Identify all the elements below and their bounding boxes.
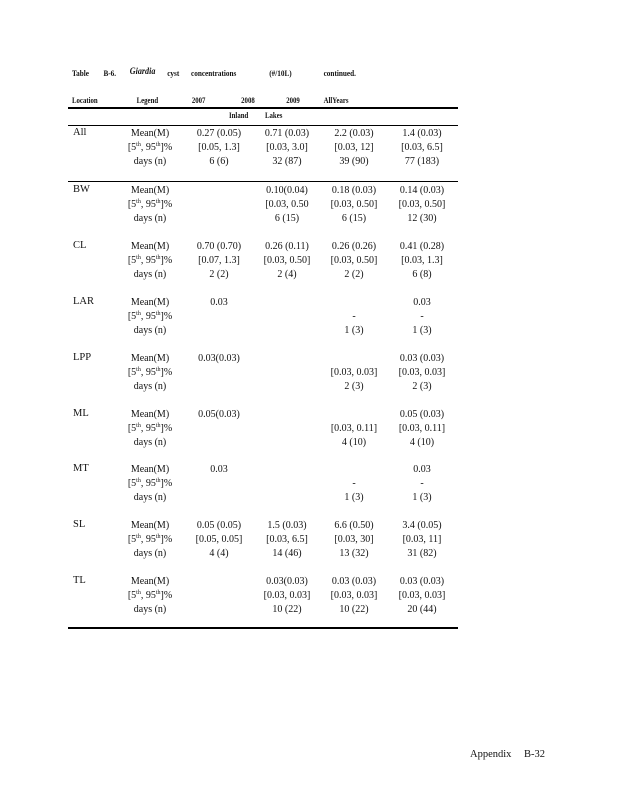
cell-percentile [254, 310, 320, 324]
legend-percentile [114, 198, 186, 212]
cell-call [389, 127, 455, 169]
legend-mean: Mean(M) [130, 576, 170, 587]
row-location: SL [73, 519, 86, 530]
cell-percentile [254, 366, 320, 380]
cell-mean: 0.03 [210, 464, 228, 475]
legend-sup-5: th [136, 367, 141, 373]
cell-mean: 1.5 (0.03) [267, 520, 307, 531]
cell-percentile [186, 366, 252, 380]
legend-sup-95: th [155, 311, 161, 317]
legend-mean: Mean(M) [130, 241, 170, 252]
cell-c2008 [254, 127, 320, 169]
title-unit: (#/10L) [269, 68, 292, 78]
legend-sup-95: th [155, 478, 161, 484]
cell-c2008 [254, 408, 320, 450]
legend-percentile [114, 366, 186, 380]
cell-mean: 0.10(0.04) [266, 185, 308, 196]
footer-label: Appendix [470, 749, 512, 760]
cell-percentile: - [352, 311, 356, 322]
cell-c2008 [254, 184, 320, 226]
cell-percentile [254, 477, 320, 491]
row-legend [114, 519, 186, 561]
cell-percentile: [0.03, 0.50 [265, 199, 309, 210]
cell-mean: 0.03 (0.03) [399, 353, 445, 364]
cell-mean: 0.26 (0.26) [331, 241, 377, 252]
cell-percentile: [0.05, 1.3] [198, 142, 240, 153]
cell-mean: 0.27 (0.05) [196, 128, 242, 139]
legend-days: days (n) [133, 492, 167, 503]
legend-sup-5: th [136, 478, 141, 484]
cell-days: 31 (82) [407, 548, 437, 559]
legend-pct-close: ]% [160, 199, 173, 210]
legend-pct-open: [5 [127, 367, 137, 378]
cell-mean [186, 575, 252, 589]
col-2007: 2007 [191, 96, 206, 105]
cell-days: 20 (44) [407, 604, 437, 615]
cell-percentile: [0.05, 0.05] [195, 534, 243, 545]
cell-percentile [186, 589, 252, 603]
cell-c2008 [254, 352, 320, 394]
row-legend [114, 184, 186, 226]
legend-sup-5: th [136, 590, 141, 596]
cell-mean: 0.03(0.03) [198, 353, 240, 364]
row-legend [114, 575, 186, 617]
cell-days: 2 (2) [344, 269, 364, 280]
cell-percentile: [0.03, 0.11] [398, 423, 446, 434]
cell-c2008 [254, 575, 320, 617]
col-location: Location [72, 96, 98, 105]
cell-percentile: [0.03, 0.03] [330, 590, 378, 601]
cell-percentile [186, 477, 252, 491]
legend-days: days (n) [133, 381, 167, 392]
legend-percentile [114, 422, 186, 436]
cell-percentile: [0.03, 0.03] [263, 590, 311, 601]
cell-percentile: [0.03, 1.3] [401, 255, 443, 266]
legend-pct-close: ]% [160, 534, 173, 545]
header-rule [68, 125, 458, 126]
cell-mean: 0.05 (0.03) [399, 409, 445, 420]
cell-mean [254, 408, 320, 422]
cell-days [254, 380, 320, 394]
cell-days: 2 (3) [412, 381, 432, 392]
table-row [0, 296, 618, 336]
cell-percentile: [0.03, 11] [402, 534, 442, 545]
cell-c2009 [321, 240, 387, 282]
legend-pct-close: ]% [160, 478, 173, 489]
cell-days [186, 380, 252, 394]
cell-days: 1 (3) [344, 492, 364, 503]
cell-days [186, 491, 252, 505]
legend-mean: Mean(M) [130, 409, 170, 420]
legend-sup-95: th [155, 534, 161, 540]
cell-c2009 [321, 127, 387, 169]
legend-pct-open: [5 [127, 142, 137, 153]
legend-sup-95: th [155, 255, 161, 261]
legend-percentile [114, 254, 186, 268]
cell-mean: 0.03 (0.03) [331, 576, 377, 587]
legend-sup-95: th [155, 590, 161, 596]
row-legend [114, 408, 186, 450]
row-legend [114, 240, 186, 282]
legend-pct-open: [5 [127, 311, 137, 322]
title-word-concentrations: concentrations [191, 68, 237, 78]
cell-mean: 0.71 (0.03) [264, 128, 310, 139]
cell-percentile: [0.07, 1.3] [198, 255, 240, 266]
cell-c2007 [186, 408, 252, 450]
legend-percentile [114, 589, 186, 603]
legend-pct-mid: , 95 [140, 255, 156, 266]
row-legend [114, 352, 186, 394]
cell-mean: 0.05 (0.05) [196, 520, 242, 531]
cell-days: 6 (6) [209, 156, 229, 167]
page-footer [470, 749, 555, 760]
cell-days: 6 (15) [341, 213, 367, 224]
legend-days: days (n) [133, 213, 167, 224]
cell-c2008 [254, 240, 320, 282]
cell-mean: 2.2 (0.03) [334, 128, 374, 139]
cell-percentile: [0.03, 0.50] [398, 199, 446, 210]
cell-days [186, 603, 252, 617]
cell-mean: 0.03 (0.03) [399, 576, 445, 587]
bottom-rule [68, 627, 458, 629]
row-location: All [73, 127, 87, 138]
cell-mean: 0.41 (0.28) [399, 241, 445, 252]
cell-mean: 0.03 [413, 297, 431, 308]
row-legend [114, 127, 186, 169]
table-number: B-6. [103, 68, 117, 78]
cell-days: 39 (90) [339, 156, 369, 167]
cell-c2007 [186, 519, 252, 561]
cell-days [186, 324, 252, 338]
cell-c2007 [186, 575, 252, 617]
legend-mean: Mean(M) [130, 185, 170, 196]
cell-mean [254, 296, 320, 310]
table-row [0, 184, 618, 224]
table-row [0, 463, 618, 503]
legend-mean: Mean(M) [130, 464, 170, 475]
cell-c2009 [321, 519, 387, 561]
row-location: MT [73, 463, 89, 474]
cell-mean: 1.4 (0.03) [402, 128, 442, 139]
cell-percentile [186, 422, 252, 436]
cell-days [186, 212, 252, 226]
legend-pct-mid: , 95 [140, 311, 156, 322]
legend-sup-5: th [136, 534, 141, 540]
cell-days: 12 (30) [407, 213, 437, 224]
cell-percentile: [0.03, 0.50] [263, 255, 311, 266]
footer-page-number: B-32 [524, 749, 546, 760]
legend-percentile [114, 477, 186, 491]
cell-c2007 [186, 127, 252, 169]
cell-percentile: [0.03, 0.03] [398, 367, 446, 378]
cell-mean: 0.14 (0.03) [399, 185, 445, 196]
table-label: Table [72, 68, 90, 78]
cell-days: 4 (10) [409, 437, 435, 448]
cell-days [254, 324, 320, 338]
table-row [0, 575, 618, 615]
cell-days: 10 (22) [272, 604, 302, 615]
col-all-years: AllYears [323, 96, 349, 105]
cell-mean: 0.05(0.03) [198, 409, 240, 420]
legend-mean: Mean(M) [130, 297, 170, 308]
legend-pct-close: ]% [160, 311, 173, 322]
cell-days: 6 (15) [274, 213, 300, 224]
legend-sup-5: th [136, 255, 141, 261]
legend-pct-mid: , 95 [140, 590, 156, 601]
cell-call [389, 184, 455, 226]
organism-name: Giardia [129, 67, 156, 77]
cell-mean: 0.03(0.03) [266, 576, 308, 587]
cell-c2009 [321, 408, 387, 450]
legend-pct-mid: , 95 [140, 142, 156, 153]
cell-days [254, 491, 320, 505]
legend-days: days (n) [133, 269, 167, 280]
cell-percentile [186, 310, 252, 324]
cell-call [389, 575, 455, 617]
legend-days: days (n) [133, 548, 167, 559]
legend-pct-mid: , 95 [140, 478, 156, 489]
row-location: LAR [73, 296, 94, 307]
title-word-cyst: cyst [167, 68, 180, 78]
cell-mean: 0.26 (0.11) [265, 241, 309, 252]
legend-sup-95: th [155, 367, 161, 373]
legend-mean: Mean(M) [130, 353, 170, 364]
cell-c2009 [321, 352, 387, 394]
cell-percentile: [0.03, 0.03] [398, 590, 446, 601]
table-row [0, 408, 618, 448]
cell-days [254, 436, 320, 450]
cell-days: 2 (2) [209, 269, 229, 280]
legend-sup-95: th [155, 142, 161, 148]
cell-call [389, 519, 455, 561]
cell-c2007 [186, 352, 252, 394]
cell-days: 32 (87) [272, 156, 302, 167]
cell-days: 2 (3) [344, 381, 364, 392]
cell-percentile: [0.03, 6.5] [266, 534, 308, 545]
title-status: continued. [323, 68, 356, 78]
legend-pct-open: [5 [127, 423, 137, 434]
legend-pct-open: [5 [127, 255, 137, 266]
table-row [0, 240, 618, 280]
cell-days: 1 (3) [344, 325, 364, 336]
cell-percentile: - [420, 478, 424, 489]
cell-percentile: [0.03, 12] [334, 142, 374, 153]
cell-days: 1 (3) [412, 492, 432, 503]
cell-mean: 3.4 (0.05) [402, 520, 442, 531]
legend-mean: Mean(M) [130, 128, 170, 139]
cell-days: 10 (22) [339, 604, 369, 615]
cell-c2009 [321, 296, 387, 338]
legend-pct-open: [5 [127, 478, 137, 489]
legend-percentile [114, 533, 186, 547]
cell-days: 4 (10) [341, 437, 367, 448]
cell-percentile: [0.03, 30] [334, 534, 374, 545]
legend-pct-close: ]% [160, 367, 173, 378]
legend-pct-open: [5 [127, 199, 137, 210]
legend-days: days (n) [133, 437, 167, 448]
cell-days: 13 (32) [339, 548, 369, 559]
row-location: CL [73, 240, 87, 251]
cell-days: 14 (46) [272, 548, 302, 559]
cell-mean: 0.03 [413, 464, 431, 475]
cell-days: 2 (4) [277, 269, 297, 280]
cell-mean: 6.6 (0.50) [334, 520, 374, 531]
cell-c2009 [321, 463, 387, 505]
legend-sup-5: th [136, 199, 141, 205]
cell-mean [254, 352, 320, 366]
legend-sup-95: th [155, 199, 161, 205]
all-separator-rule [68, 181, 458, 182]
legend-percentile [114, 310, 186, 324]
legend-mean: Mean(M) [130, 520, 170, 531]
legend-days: days (n) [133, 325, 167, 336]
cell-mean [321, 463, 387, 477]
cell-call [389, 296, 455, 338]
legend-pct-mid: , 95 [140, 199, 156, 210]
legend-sup-5: th [136, 311, 141, 317]
cell-c2008 [254, 463, 320, 505]
cell-c2008 [254, 519, 320, 561]
cell-c2007 [186, 463, 252, 505]
cell-percentile: - [352, 478, 356, 489]
row-legend [114, 296, 186, 338]
legend-sup-5: th [136, 423, 141, 429]
cell-mean [321, 296, 387, 310]
cell-call [389, 352, 455, 394]
table-row [0, 519, 618, 559]
row-location: LPP [73, 352, 92, 363]
cell-c2007 [186, 184, 252, 226]
legend-pct-close: ]% [160, 142, 173, 153]
cell-days: 77 (183) [404, 156, 440, 167]
cell-percentile: [0.03, 0.11] [330, 423, 378, 434]
cell-call [389, 463, 455, 505]
row-location: ML [73, 408, 89, 419]
cell-percentile: - [420, 311, 424, 322]
cell-mean [254, 463, 320, 477]
legend-pct-open: [5 [127, 534, 137, 545]
legend-sup-5: th [136, 142, 141, 148]
cell-percentile: [0.03, 0.03] [330, 367, 378, 378]
cell-c2007 [186, 240, 252, 282]
legend-days: days (n) [133, 604, 167, 615]
cell-days [186, 436, 252, 450]
cell-days: 1 (3) [412, 325, 432, 336]
group-lakes: Lakes [265, 111, 283, 120]
legend-pct-open: [5 [127, 590, 137, 601]
cell-percentile: [0.03, 6.5] [401, 142, 443, 153]
col-legend: Legend [136, 96, 159, 105]
col-2008: 2008 [241, 96, 255, 105]
top-rule [68, 107, 458, 109]
legend-pct-mid: , 95 [140, 367, 156, 378]
cell-mean [321, 352, 387, 366]
col-2009: 2009 [286, 96, 300, 105]
cell-c2008 [254, 296, 320, 338]
legend-percentile [114, 141, 186, 155]
cell-days: 4 (4) [209, 548, 229, 559]
cell-percentile: [0.03, 3.0] [266, 142, 308, 153]
legend-pct-close: ]% [160, 423, 173, 434]
legend-days: days (n) [133, 156, 167, 167]
legend-pct-close: ]% [160, 255, 173, 266]
cell-call [389, 408, 455, 450]
cell-mean: 0.03 [210, 297, 228, 308]
cell-percentile: [0.03, 0.50] [330, 199, 378, 210]
table-row [0, 352, 618, 392]
cell-mean [321, 408, 387, 422]
cell-c2007 [186, 296, 252, 338]
table-row [0, 127, 618, 167]
cell-days: 6 (8) [412, 269, 432, 280]
row-legend [114, 463, 186, 505]
cell-c2009 [321, 184, 387, 226]
cell-mean [186, 184, 252, 198]
cell-mean: 0.18 (0.03) [331, 185, 377, 196]
legend-pct-mid: , 95 [140, 423, 156, 434]
cell-percentile [186, 198, 252, 212]
legend-sup-95: th [155, 423, 161, 429]
cell-call [389, 240, 455, 282]
group-inland: Inland [229, 111, 249, 120]
legend-pct-mid: , 95 [140, 534, 156, 545]
legend-pct-close: ]% [160, 590, 173, 601]
cell-percentile [254, 422, 320, 436]
cell-percentile: [0.03, 0.50] [330, 255, 378, 266]
cell-mean: 0.70 (0.70) [196, 241, 242, 252]
row-location: BW [73, 184, 90, 195]
cell-c2009 [321, 575, 387, 617]
row-location: TL [73, 575, 86, 586]
